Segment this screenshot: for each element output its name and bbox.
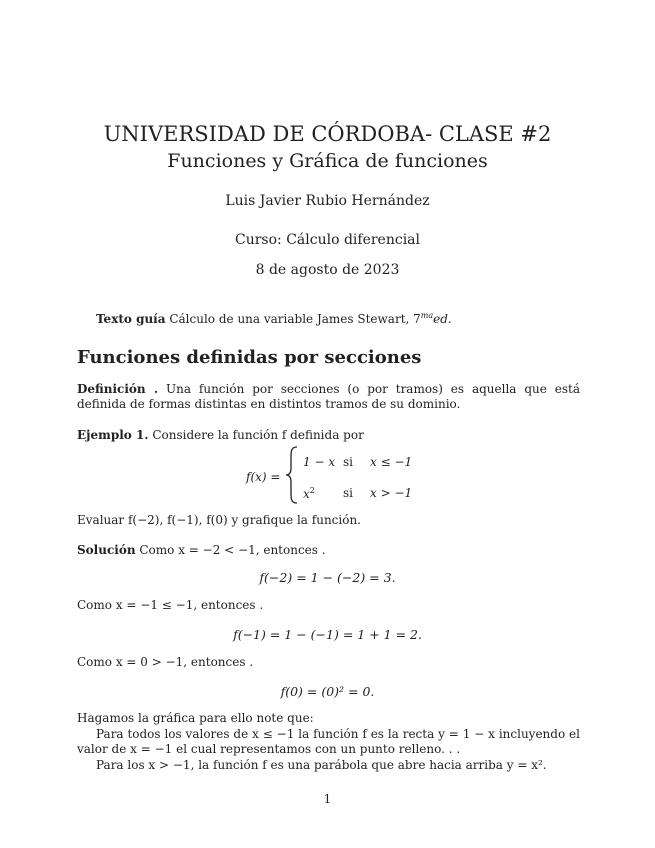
equation-2: f(−1) = 1 − (−1) = 1 + 1 = 2. <box>233 627 422 642</box>
piece1-condition: x ≤ −1 <box>370 455 413 469</box>
guide-text <box>96 311 452 326</box>
evaluate-text: Evaluar f(−2), f(−1), f(0) y grafique la función. <box>77 513 361 527</box>
graph-paragraph-1: Para todos los valores de x ≤ −1 la función f es la recta y = 1 − x incluyendo el valor de x = −1 el cual representamos con un punto relleno. . . <box>77 727 580 756</box>
piece2-condition: x > −1 <box>370 486 413 500</box>
author-name: Luis Javier Rubio Hernández <box>225 193 430 209</box>
guide-body: Cálculo de una variable James Stewart, 7 <box>169 312 421 326</box>
guide-suffix: ed. <box>433 312 452 326</box>
solution-text-1: Como x = −2 < −1, entonces . <box>139 543 326 557</box>
example-label: Ejemplo 1. <box>77 428 149 442</box>
example-text: Considere la función f definida por <box>152 428 364 442</box>
guide-sup: ma <box>420 311 434 320</box>
definition-label: Definición . <box>77 382 159 396</box>
piece2-si: si <box>343 486 353 500</box>
solution-line-1 <box>77 543 580 558</box>
piece2-base: x <box>303 487 310 501</box>
section-title: Funciones definidas por secciones <box>77 347 422 368</box>
definition-text: Una función por secciones (o por tramos) es aquella que está definida de formas distintas en distintos tramos de su dominio. <box>77 382 581 411</box>
equation-3: f(0) = (0)² = 0. <box>280 684 375 699</box>
page-number: 1 <box>323 792 332 806</box>
course-name: Curso: Cálculo diferencial <box>235 232 420 248</box>
piecewise-fx: f(x) = <box>246 470 281 484</box>
document-subtitle: Funciones y Gráfica de funciones <box>167 150 488 172</box>
equation-1: f(−2) = 1 − (−2) = 3. <box>259 570 396 585</box>
document-date: 8 de agosto de 2023 <box>255 262 400 278</box>
graph-intro: Hagamos la gráfica para ello note que: <box>77 711 314 725</box>
solution-label: Solución <box>77 543 136 557</box>
piece2-expression <box>303 486 315 501</box>
guide-label: Texto guía <box>96 312 166 326</box>
example-paragraph <box>77 428 580 443</box>
piece1-expression: 1 − x <box>303 455 336 469</box>
left-brace-icon <box>284 446 300 504</box>
graph-paragraph-2: Para los x > −1, la función f es una parábola que abre hacia arriba y = x². <box>96 758 547 772</box>
solution-text-2: Como x = −1 ≤ −1, entonces . <box>77 598 264 612</box>
definition-paragraph <box>77 382 580 412</box>
piece2-exponent: 2 <box>309 486 315 495</box>
piece1-si: si <box>343 455 353 469</box>
document-title: UNIVERSIDAD DE CÓRDOBA- CLASE #2 <box>103 122 552 146</box>
solution-text-3: Como x = 0 > −1, entonces . <box>77 655 254 669</box>
